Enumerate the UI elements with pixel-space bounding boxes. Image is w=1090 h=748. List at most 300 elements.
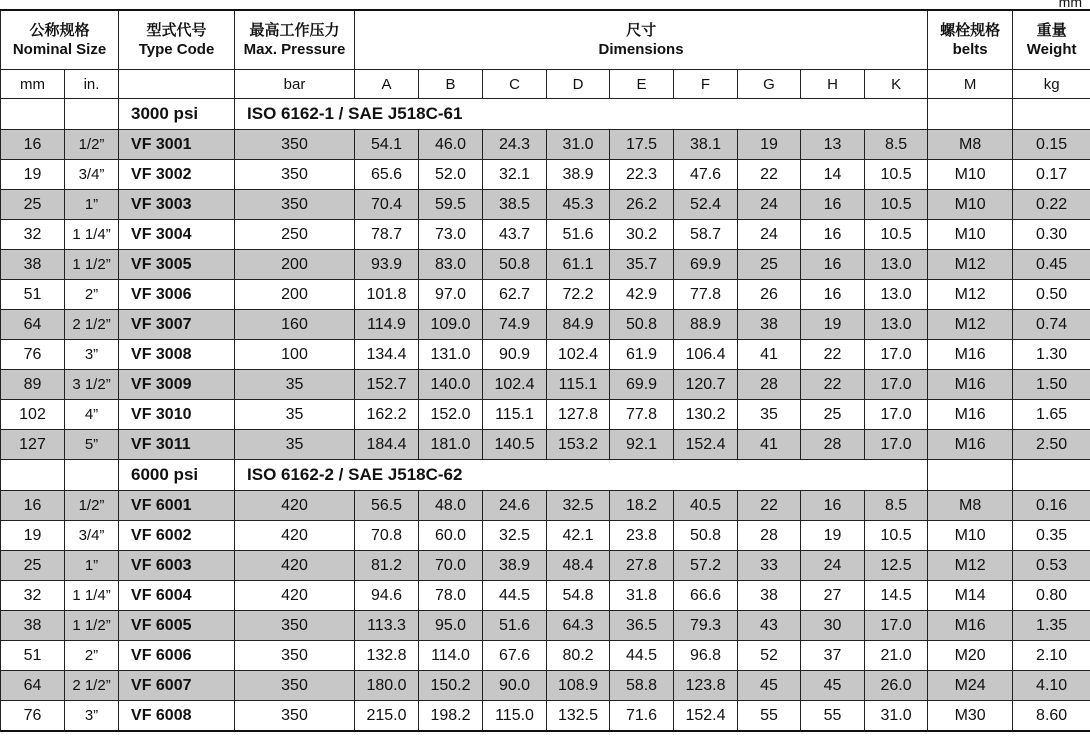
table-cell: 4” [65, 400, 119, 430]
section-spacer [1, 460, 65, 491]
table-cell: 93.9 [355, 250, 419, 280]
table-cell: 51.6 [547, 220, 610, 250]
section-spacer [65, 99, 119, 130]
table-cell: M10 [928, 160, 1013, 190]
table-cell: 19 [801, 310, 865, 340]
table-cell: M10 [928, 190, 1013, 220]
header-bolts-cn: 螺栓规格 [940, 22, 1001, 39]
table-cell: 58.7 [674, 220, 738, 250]
table-cell: 1.30 [1013, 340, 1090, 370]
table-cell: 10.5 [865, 160, 928, 190]
table-cell: VF 3003 [119, 190, 235, 220]
table-cell: 3/4” [65, 160, 119, 190]
table-cell: 64.3 [547, 611, 610, 641]
table-cell: 16 [1, 130, 65, 160]
table-cell: 35 [235, 400, 355, 430]
table-cell: 120.7 [674, 370, 738, 400]
header-bolts [928, 10, 1013, 70]
table-cell: 38 [1, 250, 65, 280]
table-cell: 21.0 [865, 641, 928, 671]
table-cell: 5” [65, 430, 119, 460]
table-cell: 26.0 [865, 671, 928, 701]
table-cell: 3” [65, 340, 119, 370]
table-cell: 420 [235, 521, 355, 551]
table-cell: 48.0 [419, 491, 483, 521]
section-spacer [65, 460, 119, 491]
table-cell: 350 [235, 130, 355, 160]
table-cell: 25 [1, 551, 65, 581]
table-cell: 51 [1, 280, 65, 310]
section-spacer [1013, 460, 1090, 491]
table-cell: 19 [1, 521, 65, 551]
unit-cell: F [674, 70, 738, 99]
table-cell: VF 6007 [119, 671, 235, 701]
table-row [1, 430, 1090, 460]
table-cell: 114.9 [355, 310, 419, 340]
table-cell: 3/4” [65, 521, 119, 551]
unit-cell: H [801, 70, 865, 99]
unit-cell: B [419, 70, 483, 99]
table-cell: 250 [235, 220, 355, 250]
table-cell: 180.0 [355, 671, 419, 701]
table-cell: 22 [801, 370, 865, 400]
table-cell: 4.10 [1013, 671, 1090, 701]
header-dimensions-cn: 尺寸 [626, 22, 657, 39]
table-cell: M12 [928, 310, 1013, 340]
table-cell: 350 [235, 611, 355, 641]
table-cell: 8.5 [865, 491, 928, 521]
table-cell: VF 3011 [119, 430, 235, 460]
unit-cell: bar [235, 70, 355, 99]
table-cell: 8.60 [1013, 701, 1090, 732]
table-cell: 72.2 [547, 280, 610, 310]
table-cell: 35 [235, 430, 355, 460]
table-cell: 14.5 [865, 581, 928, 611]
table-row [1, 340, 1090, 370]
table-cell: 84.9 [547, 310, 610, 340]
table-cell: 0.50 [1013, 280, 1090, 310]
table-cell: 17.0 [865, 611, 928, 641]
table-cell: 19 [1, 160, 65, 190]
table-cell: 115.1 [483, 400, 547, 430]
table-cell: 89 [1, 370, 65, 400]
table-cell: 131.0 [419, 340, 483, 370]
table-cell: 22.3 [610, 160, 674, 190]
header-bolts-en: belts [952, 41, 988, 58]
header-type-code [119, 10, 235, 70]
table-cell: 27 [801, 581, 865, 611]
table-cell: 17.0 [865, 340, 928, 370]
table-cell: 38 [1, 611, 65, 641]
table-cell: 181.0 [419, 430, 483, 460]
table-cell: 1 1/4” [65, 220, 119, 250]
section-pressure-class: 3000 psi [119, 99, 235, 130]
table-cell: M16 [928, 400, 1013, 430]
table-cell: 37 [801, 641, 865, 671]
table-cell: M10 [928, 521, 1013, 551]
table-cell: M14 [928, 581, 1013, 611]
table-cell: 152.7 [355, 370, 419, 400]
table-cell: VF 6005 [119, 611, 235, 641]
table-cell: 59.5 [419, 190, 483, 220]
table-cell: 28 [738, 370, 801, 400]
table-cell: 70.0 [419, 551, 483, 581]
unit-cell: E [610, 70, 674, 99]
table-cell: 10.5 [865, 190, 928, 220]
table-cell: 113.3 [355, 611, 419, 641]
table-cell: 35 [235, 370, 355, 400]
table-cell: 22 [801, 340, 865, 370]
table-cell: 25 [1, 190, 65, 220]
table-cell: 17.5 [610, 130, 674, 160]
unit-cell: C [483, 70, 547, 99]
table-cell: 8.5 [865, 130, 928, 160]
table-cell: 132.5 [547, 701, 610, 732]
table-cell: 200 [235, 250, 355, 280]
table-cell: 17.0 [865, 370, 928, 400]
table-cell: 77.8 [610, 400, 674, 430]
table-cell: 24 [738, 220, 801, 250]
table-cell: 60.0 [419, 521, 483, 551]
header-nominal-size-en: Nominal Size [12, 41, 107, 58]
table-row [1, 220, 1090, 250]
table-cell: 22 [738, 160, 801, 190]
table-cell: 52 [738, 641, 801, 671]
table-cell: 1” [65, 190, 119, 220]
table-row [1, 671, 1090, 701]
table-cell: 3 1/2” [65, 370, 119, 400]
table-cell: M24 [928, 671, 1013, 701]
table-cell: VF 3010 [119, 400, 235, 430]
table-cell: 90.9 [483, 340, 547, 370]
table-cell: 16 [1, 491, 65, 521]
header-nominal-size-cn: 公称规格 [29, 22, 90, 39]
table-cell: 32 [1, 581, 65, 611]
table-cell: 19 [801, 521, 865, 551]
table-cell: 28 [738, 521, 801, 551]
table-cell: M8 [928, 130, 1013, 160]
table-cell: 45.3 [547, 190, 610, 220]
table-cell: 32.5 [547, 491, 610, 521]
table-cell: 33 [738, 551, 801, 581]
table-cell: 152.4 [674, 701, 738, 732]
table-cell: 43.7 [483, 220, 547, 250]
table-cell: VF 3006 [119, 280, 235, 310]
table-cell: 1.50 [1013, 370, 1090, 400]
section-standard: ISO 6162-1 / SAE J518C-61 [235, 99, 928, 130]
unit-cell: M [928, 70, 1013, 99]
table-cell: 0.17 [1013, 160, 1090, 190]
header-row [1, 10, 1090, 70]
section-header-row [1, 99, 1090, 130]
table-cell: 79.3 [674, 611, 738, 641]
table-row [1, 611, 1090, 641]
table-cell: 62.7 [483, 280, 547, 310]
table-cell: 35 [738, 400, 801, 430]
table-cell: 1” [65, 551, 119, 581]
table-cell: 17.0 [865, 400, 928, 430]
table-cell: 0.35 [1013, 521, 1090, 551]
table-cell: 69.9 [674, 250, 738, 280]
table-cell: 0.15 [1013, 130, 1090, 160]
table-row [1, 581, 1090, 611]
section-header-row [1, 460, 1090, 491]
table-cell: 1 1/2” [65, 611, 119, 641]
header-max-pressure-cn: 最高工作压力 [249, 22, 340, 39]
table-cell: 2 1/2” [65, 671, 119, 701]
unit-cell: in. [65, 70, 119, 99]
table-cell: 24.6 [483, 491, 547, 521]
table-cell: 100 [235, 340, 355, 370]
table-cell: 81.2 [355, 551, 419, 581]
table-cell: 38.9 [547, 160, 610, 190]
table-cell: 40.5 [674, 491, 738, 521]
table-cell: 36.5 [610, 611, 674, 641]
table-cell: 1.35 [1013, 611, 1090, 641]
table-cell: 1/2” [65, 130, 119, 160]
table-cell: 70.4 [355, 190, 419, 220]
table-cell: 106.4 [674, 340, 738, 370]
table-cell: 56.5 [355, 491, 419, 521]
table-cell: 88.9 [674, 310, 738, 340]
unit-note: mm [1058, 0, 1082, 10]
table-cell: 55 [738, 701, 801, 732]
table-cell: 10.5 [865, 220, 928, 250]
table-cell: 0.53 [1013, 551, 1090, 581]
table-cell: 152.4 [674, 430, 738, 460]
header-nominal-size [1, 10, 119, 70]
table-cell: 50.8 [483, 250, 547, 280]
table-cell: 76 [1, 340, 65, 370]
table-cell: 16 [801, 491, 865, 521]
table-cell: 25 [738, 250, 801, 280]
table-row [1, 370, 1090, 400]
section-spacer [1, 99, 65, 130]
table-cell: 45 [801, 671, 865, 701]
table-cell: 0.80 [1013, 581, 1090, 611]
table-cell: 26 [738, 280, 801, 310]
table-cell: 54.8 [547, 581, 610, 611]
table-body [1, 99, 1090, 732]
unit-cell: kg [1013, 70, 1090, 99]
table-cell: 18.2 [610, 491, 674, 521]
table-cell: 101.8 [355, 280, 419, 310]
table-cell: 50.8 [610, 310, 674, 340]
table-cell: 25 [801, 400, 865, 430]
table-cell: VF 3009 [119, 370, 235, 400]
table-row [1, 190, 1090, 220]
table-cell: 41 [738, 340, 801, 370]
table-cell: M16 [928, 430, 1013, 460]
table-cell: VF 3001 [119, 130, 235, 160]
table-cell: 127.8 [547, 400, 610, 430]
header-weight-en: Weight [1026, 41, 1077, 58]
table-cell: 65.6 [355, 160, 419, 190]
table-row [1, 641, 1090, 671]
table-cell: 19 [738, 130, 801, 160]
table-cell: 1/2” [65, 491, 119, 521]
table-cell: 24.3 [483, 130, 547, 160]
table-cell: 13.0 [865, 280, 928, 310]
table-cell: M16 [928, 370, 1013, 400]
table-cell: 43 [738, 611, 801, 641]
table-cell: 102.4 [483, 370, 547, 400]
table-cell: 115.0 [483, 701, 547, 732]
flange-spec-table [0, 9, 1090, 732]
table-cell: 80.2 [547, 641, 610, 671]
table-cell: 42.9 [610, 280, 674, 310]
table-cell: 42.1 [547, 521, 610, 551]
table-cell: 94.6 [355, 581, 419, 611]
table-cell: 13 [801, 130, 865, 160]
table-cell: 41 [738, 430, 801, 460]
table-cell: 0.22 [1013, 190, 1090, 220]
table-cell: 32 [1, 220, 65, 250]
table-cell: VF 6008 [119, 701, 235, 732]
table-cell: 83.0 [419, 250, 483, 280]
section-spacer [928, 460, 1013, 491]
table-cell: VF 3008 [119, 340, 235, 370]
unit-cell: D [547, 70, 610, 99]
table-row [1, 160, 1090, 190]
table-cell: 26.2 [610, 190, 674, 220]
header-type-code-cn: 型式代号 [146, 22, 207, 39]
section-spacer [928, 99, 1013, 130]
table-cell: 350 [235, 641, 355, 671]
table-cell: 32.5 [483, 521, 547, 551]
units-row [1, 70, 1090, 99]
table-cell: 115.1 [547, 370, 610, 400]
table-cell: 22 [738, 491, 801, 521]
table-cell: 0.16 [1013, 491, 1090, 521]
table-cell: 45 [738, 671, 801, 701]
section-spacer [1013, 99, 1090, 130]
table-cell: 16 [801, 280, 865, 310]
table-row [1, 551, 1090, 581]
table-cell: 2” [65, 641, 119, 671]
table-cell: 31.8 [610, 581, 674, 611]
table-cell: 123.8 [674, 671, 738, 701]
table-cell: 102.4 [547, 340, 610, 370]
table-row [1, 400, 1090, 430]
header-weight-cn: 重量 [1036, 22, 1067, 39]
table-cell: VF 3007 [119, 310, 235, 340]
table-cell: 73.0 [419, 220, 483, 250]
header-dimensions-en: Dimensions [598, 41, 684, 58]
table-cell: 90.0 [483, 671, 547, 701]
table-row [1, 521, 1090, 551]
table-cell: 78.0 [419, 581, 483, 611]
table-cell: 2 1/2” [65, 310, 119, 340]
table-cell: 50.8 [674, 521, 738, 551]
table-cell: M8 [928, 491, 1013, 521]
table-cell: VF 3002 [119, 160, 235, 190]
table-cell: 2” [65, 280, 119, 310]
table-cell: 215.0 [355, 701, 419, 732]
table-cell: 30.2 [610, 220, 674, 250]
table-cell: 13.0 [865, 250, 928, 280]
table-cell: 16 [801, 190, 865, 220]
table-cell: 48.4 [547, 551, 610, 581]
table-cell: 51 [1, 641, 65, 671]
table-cell: 198.2 [419, 701, 483, 732]
table-cell: 47.6 [674, 160, 738, 190]
table-cell: 71.6 [610, 701, 674, 732]
unit-cell [119, 70, 235, 99]
table-cell: 3” [65, 701, 119, 732]
table-cell: 64 [1, 310, 65, 340]
table-cell: 44.5 [610, 641, 674, 671]
unit-cell: K [865, 70, 928, 99]
table-cell: VF 6002 [119, 521, 235, 551]
table-row [1, 280, 1090, 310]
table-cell: 78.7 [355, 220, 419, 250]
table-cell: 130.2 [674, 400, 738, 430]
table-cell: 12.5 [865, 551, 928, 581]
table-cell: 162.2 [355, 400, 419, 430]
table-cell: 66.6 [674, 581, 738, 611]
table-cell: 0.30 [1013, 220, 1090, 250]
unit-cell: A [355, 70, 419, 99]
table-cell: 108.9 [547, 671, 610, 701]
table-cell: M12 [928, 280, 1013, 310]
table-cell: 54.1 [355, 130, 419, 160]
table-cell: 153.2 [547, 430, 610, 460]
table-row [1, 310, 1090, 340]
section-pressure-class: 6000 psi [119, 460, 235, 491]
table-cell: 132.8 [355, 641, 419, 671]
table-cell: 38 [738, 310, 801, 340]
table-cell: 16 [801, 220, 865, 250]
table-cell: 55 [801, 701, 865, 732]
header-max-pressure-en: Max. Pressure [243, 41, 346, 58]
table-cell: 51.6 [483, 611, 547, 641]
table-cell: 1 1/4” [65, 581, 119, 611]
table-cell: 96.8 [674, 641, 738, 671]
table-cell: 17.0 [865, 430, 928, 460]
header-type-code-en: Type Code [138, 41, 215, 58]
table-cell: VF 3005 [119, 250, 235, 280]
table-cell: 350 [235, 671, 355, 701]
table-cell: 420 [235, 491, 355, 521]
table-cell: 92.1 [610, 430, 674, 460]
table-cell: 52.0 [419, 160, 483, 190]
section-standard: ISO 6162-2 / SAE J518C-62 [235, 460, 928, 491]
table-cell: 350 [235, 701, 355, 732]
table-cell: M20 [928, 641, 1013, 671]
table-cell: VF 6006 [119, 641, 235, 671]
table-row [1, 130, 1090, 160]
table-cell: 24 [738, 190, 801, 220]
table-cell: 350 [235, 160, 355, 190]
table-cell: M12 [928, 250, 1013, 280]
table-cell: 134.4 [355, 340, 419, 370]
table-cell: 114.0 [419, 641, 483, 671]
table-cell: 152.0 [419, 400, 483, 430]
table-row [1, 491, 1090, 521]
table-cell: 74.9 [483, 310, 547, 340]
table-cell: 200 [235, 280, 355, 310]
table-cell: 69.9 [610, 370, 674, 400]
header-max-pressure [235, 10, 355, 70]
table-cell: 61.1 [547, 250, 610, 280]
table-cell: 16 [801, 250, 865, 280]
table-cell: 30 [801, 611, 865, 641]
table-cell: 109.0 [419, 310, 483, 340]
table-cell: 70.8 [355, 521, 419, 551]
table-cell: M12 [928, 551, 1013, 581]
table-cell: 97.0 [419, 280, 483, 310]
